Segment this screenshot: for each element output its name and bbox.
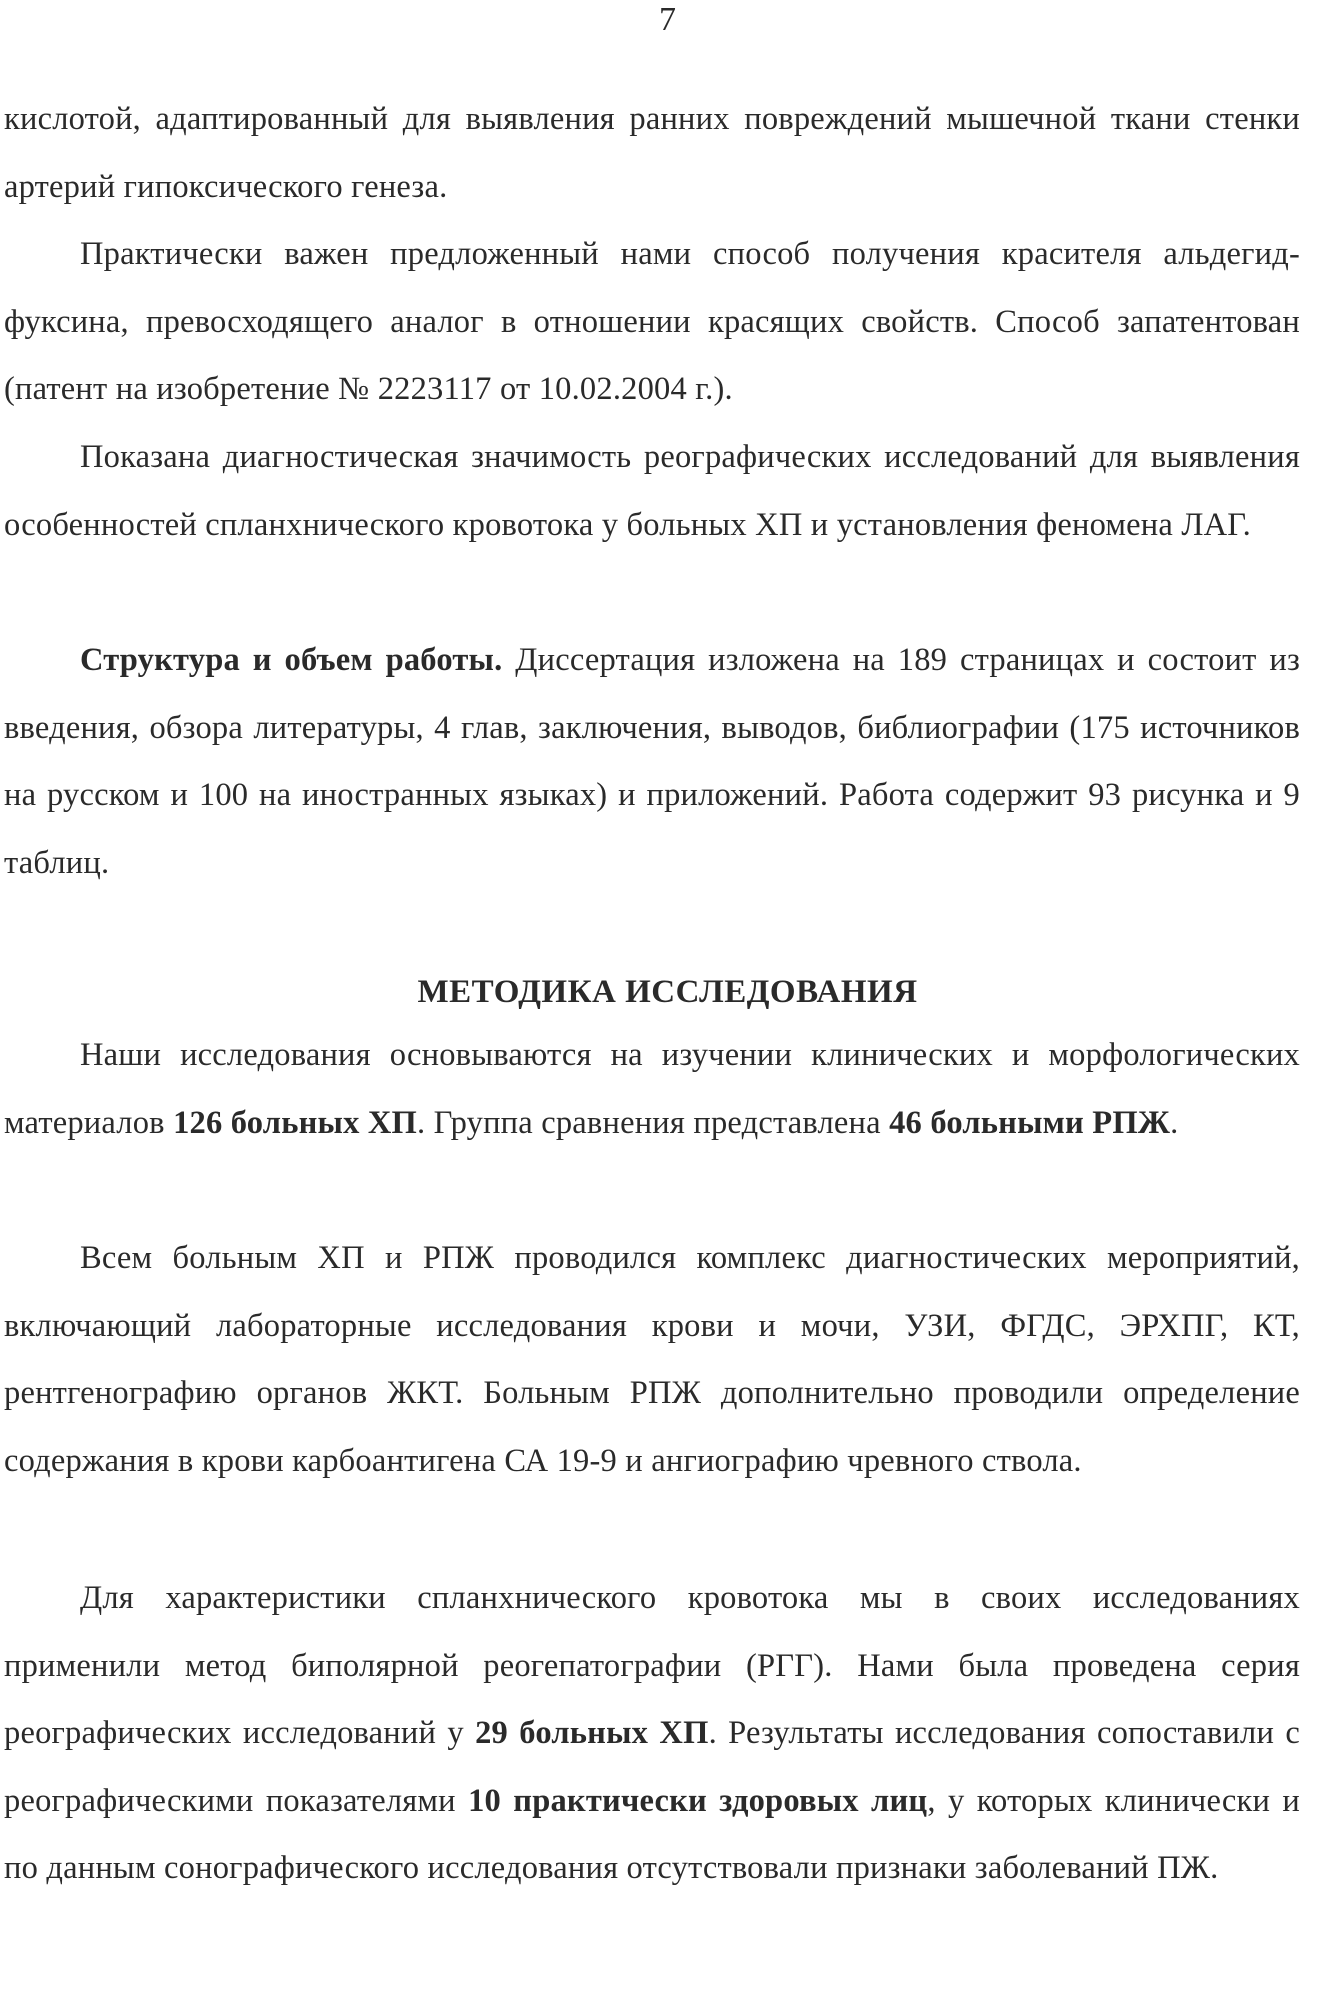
structure-label: Структура и объем работы. [80, 642, 503, 678]
diagnostics-paragraph: Всем больным ХП и РПЖ проводился комплекс диагностических мероприятий, включающий лабораторные исследования крови и мочи, УЗИ, ФГДС, ЭРХПГ, КТ, рентгенографию органов ЖКТ. Больным РПЖ дополнительно проводили определение содержания в крови карбоантигена СА 19-9 и ангиографию чревного ствола. [4, 1240, 1300, 1479]
study-bold-1: 126 больных ХП [173, 1104, 418, 1141]
rgg-text-2: . Результаты исследования сопоставили с реографическими показателями [4, 1715, 1300, 1819]
structure-paragraph [4, 627, 1300, 897]
study-bold-2: 46 больными РПЖ [889, 1104, 1171, 1141]
continuation-paragraph: кислотой, адаптированный для выявления ранних повреждений мышечной ткани стенки артерий гипоксического генеза. [4, 101, 1300, 205]
rgg-text-1: Для характеристики спланхнического кровотока мы в своих исследованиях применили метод биполярной реогепатографии (РГГ). Нами была проведена серия реографических исследований у [4, 1580, 1300, 1751]
study-text-3: . [1170, 1104, 1179, 1141]
study-text-2: . Группа сравнения представлена [417, 1104, 890, 1141]
patent-paragraph: Практически важен предложенный нами способ получения красителя альдегид-фуксина, превосходящего аналог в отношении красящих свойств. Способ запатентован (патент на изобретение № 2223117 от 10.02.2004 г.). [4, 236, 1300, 407]
study-paragraph [4, 1022, 1300, 1157]
page-number: 7 [659, 1, 676, 38]
section-heading: МЕТОДИКА ИССЛЕДОВАНИЯ [417, 974, 918, 1010]
reography-paragraph: Показана диагностическая значимость реографических исследований для выявления особенностей спланхнического кровотока у больных ХП и установления феномена ЛАГ. [4, 439, 1300, 543]
structure-text: Диссертация изложена на 189 страницах и состоит из введения, обзора литературы, 4 глав, заключения, выводов, библиографии (175 источников на русском и 100 на иностранных языках) и приложений. Работа содержит 93 рисунка и 9 таблиц. [4, 642, 1300, 881]
rgg-paragraph [4, 1565, 1300, 1903]
rgg-bold-1: 29 больных ХП [475, 1715, 709, 1751]
rgg-text-3: , у которых клинически и по данным сонографического исследования отсутствовали признаки заболеваний ПЖ. [4, 1782, 1300, 1886]
study-text-1: Наши исследования основываются на изучении клинических и морфологических материалов [4, 1037, 1300, 1141]
rgg-bold-2: 10 практически здоровых лиц [468, 1782, 928, 1819]
